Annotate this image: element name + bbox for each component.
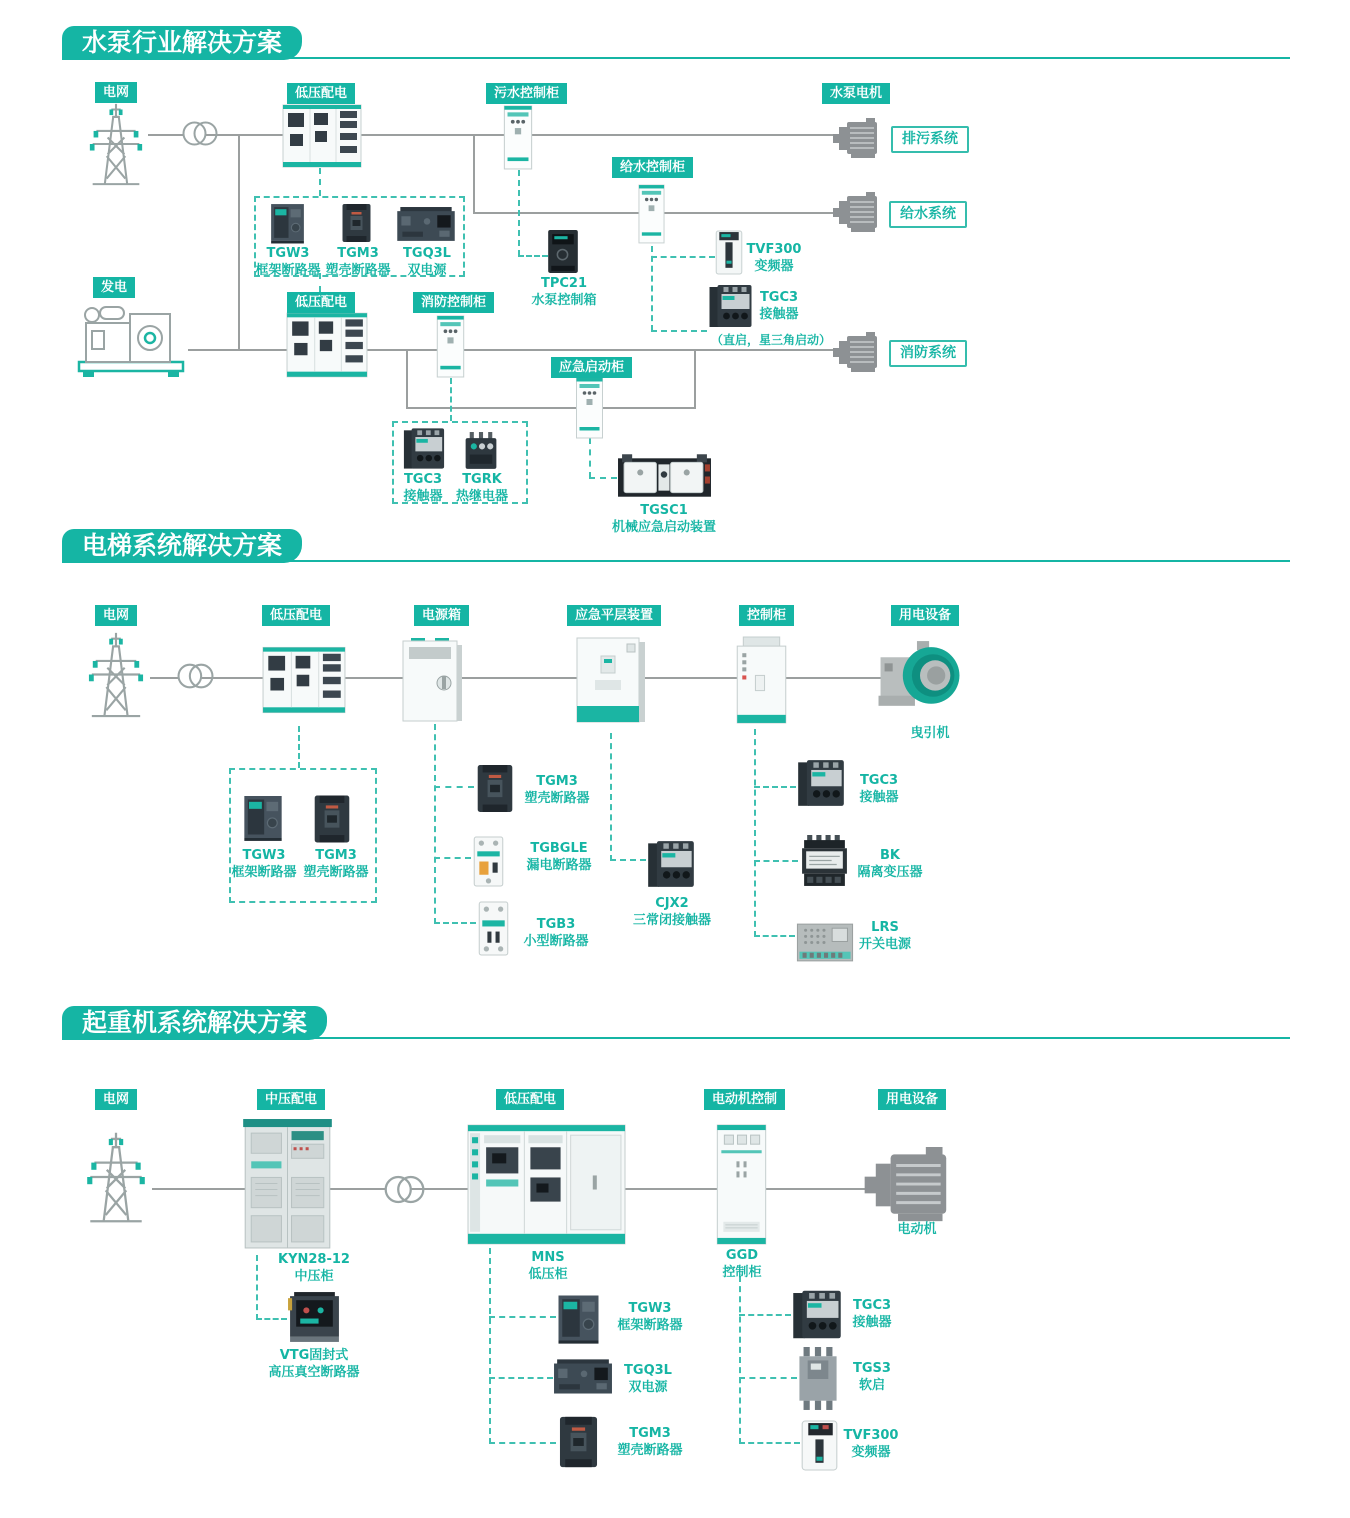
transmission-tower-icon xyxy=(80,1117,152,1237)
dashed-connector xyxy=(450,378,452,421)
cabinet-desc: 中压柜 xyxy=(294,1268,334,1284)
product-desc: 隔离变压器 xyxy=(857,864,923,880)
dashed-connector xyxy=(434,857,471,859)
cabinet-model: KYN28-12 xyxy=(278,1252,350,1267)
section-header-pump: 水泵行业解决方案 xyxy=(62,26,302,60)
system-box-supply: 给水系统 xyxy=(889,201,967,228)
product-desc: 接触器 xyxy=(759,306,799,322)
product-tgq3l-image xyxy=(553,1358,613,1398)
product-model: TGC3 xyxy=(403,472,443,487)
product-label-cjx2 xyxy=(628,896,716,930)
product-model: TGM3 xyxy=(629,1426,671,1441)
product-tgm3-image xyxy=(556,1411,601,1473)
product-label-tgm3 xyxy=(611,1426,689,1460)
dashed-connector xyxy=(610,733,612,861)
node-label-emergency: 应急启动柜 xyxy=(551,357,632,378)
device-caption-traction: 曳引机 xyxy=(910,726,950,741)
emergency-start-cabinet-icon xyxy=(575,377,604,439)
dashed-connector xyxy=(739,1314,791,1316)
product-label-tvf300 xyxy=(744,242,804,276)
product-tgw3-image xyxy=(556,1289,601,1347)
lv-switchgear-icon xyxy=(281,104,363,168)
product-label-tgrk xyxy=(451,472,513,506)
transformer-icon xyxy=(182,120,218,147)
product-label-tvf300 xyxy=(840,1428,902,1462)
dashed-connector xyxy=(256,1318,287,1320)
product-tvf300-image xyxy=(715,229,743,276)
cabinet-desc: 低压柜 xyxy=(528,1266,568,1282)
dashed-connector xyxy=(518,170,520,256)
product-desc: 接触器 xyxy=(859,789,899,805)
product-desc: 开关电源 xyxy=(858,936,911,952)
node-label-lv: 低压配电 xyxy=(496,1089,564,1110)
dashed-connector xyxy=(651,330,707,332)
product-label-tgs3 xyxy=(845,1361,899,1395)
product-desc: 变频器 xyxy=(754,258,794,274)
product-model: LRS xyxy=(871,920,899,935)
product-desc: 变频器 xyxy=(851,1444,891,1460)
product-label-bk xyxy=(854,848,926,882)
product-model: CJX2 xyxy=(655,896,689,911)
product-tgs3-image xyxy=(797,1347,839,1411)
product-model: TGS3 xyxy=(853,1361,891,1376)
dashed-connector xyxy=(489,1377,553,1379)
dashed-connector xyxy=(434,724,436,924)
power-line xyxy=(238,134,240,351)
product-desc: 塑壳断路器 xyxy=(524,790,590,806)
product-desc: 漏电断路器 xyxy=(526,857,592,873)
product-label-tgc3 xyxy=(850,773,908,807)
product-model: TGRK xyxy=(462,472,502,487)
product-model: TGC3 xyxy=(759,290,799,305)
power-line xyxy=(694,349,696,409)
start-mode-note: （直启，星三角启动） xyxy=(711,333,832,347)
generator-icon xyxy=(74,299,190,378)
dashed-connector xyxy=(489,1442,556,1444)
dashed-connector xyxy=(589,477,617,479)
dashed-connector xyxy=(754,935,795,937)
product-model: BK xyxy=(880,848,900,863)
product-label-tgbgle xyxy=(521,841,597,875)
dashed-connector xyxy=(610,859,646,861)
leveling-device-icon xyxy=(575,636,647,724)
dashed-connector xyxy=(298,726,300,768)
product-desc: 热继电器 xyxy=(455,488,508,504)
product-tgc3-image xyxy=(791,1288,843,1341)
motor-icon xyxy=(833,332,883,373)
product-tvf300-image xyxy=(800,1419,839,1472)
product-desc: 双电源 xyxy=(407,262,447,278)
product-desc: 框架断路器 xyxy=(255,262,321,278)
node-label-fire-cabinet: 消防控制柜 xyxy=(413,292,494,313)
product-desc: 双电源 xyxy=(628,1379,668,1395)
dashed-connector xyxy=(651,256,715,258)
node-label-leveling-device: 应急平层装置 xyxy=(567,605,661,626)
product-model: TGW3 xyxy=(242,848,286,863)
dashed-connector xyxy=(754,860,798,862)
sewage-control-cabinet-icon xyxy=(503,105,533,170)
product-label-tgw3 xyxy=(247,246,329,280)
product-tgm3-image xyxy=(339,202,374,244)
product-model: TGC3 xyxy=(859,773,899,788)
product-tgc3-image xyxy=(707,283,754,329)
product-tgb3-image xyxy=(476,900,511,957)
product-model: TGB3 xyxy=(536,917,576,932)
node-label-gen: 发电 xyxy=(93,277,135,298)
node-label-lv: 低压配电 xyxy=(262,605,330,626)
product-label-tgc3 xyxy=(843,1298,901,1332)
product-model: TGW3 xyxy=(266,246,310,261)
product-tgw3-image xyxy=(269,201,306,244)
transmission-tower-icon xyxy=(82,631,150,718)
product-label-tgw3 xyxy=(611,1301,689,1335)
product-tgw3-image xyxy=(242,787,284,847)
dashed-connector xyxy=(256,1255,258,1320)
product-desc: 接触器 xyxy=(852,1314,892,1330)
section-header-crane: 起重机系统解决方案 xyxy=(62,1006,327,1040)
section-header-elevator: 电梯系统解决方案 xyxy=(62,529,302,563)
product-label-tgq3l xyxy=(615,1363,681,1397)
product-desc: 塑壳断路器 xyxy=(325,262,391,278)
product-tgrk-image xyxy=(461,431,501,472)
product-label-tgsc1 xyxy=(598,503,730,537)
product-model: TGM3 xyxy=(536,774,578,789)
node-label-water: 给水控制柜 xyxy=(612,157,693,178)
dashed-connector xyxy=(739,1442,800,1444)
dashed-connector xyxy=(739,1276,741,1444)
transformer-icon xyxy=(384,1174,425,1205)
water-control-cabinet-icon xyxy=(638,182,665,246)
product-label-tgm3 xyxy=(300,848,372,882)
dashed-connector xyxy=(434,786,474,788)
transmission-tower-icon xyxy=(82,102,150,186)
dashed-connector xyxy=(489,1248,491,1444)
dashed-connector xyxy=(739,1377,797,1379)
cabinet-caption-kyn xyxy=(274,1252,354,1286)
product-model: TGQ3L xyxy=(403,246,451,261)
product-label-lrs xyxy=(856,920,914,954)
lv-switchgear-icon xyxy=(286,312,368,378)
product-model: TGW3 xyxy=(628,1301,672,1316)
dashed-connector xyxy=(434,922,476,924)
node-label-lv2: 低压配电 xyxy=(287,292,355,313)
product-model: TGM3 xyxy=(315,848,357,863)
product-label-tgc3 xyxy=(396,472,450,506)
node-label-power-box: 电源箱 xyxy=(414,605,469,626)
product-label-tgw3 xyxy=(228,848,300,882)
node-label-control-cabinet: 控制柜 xyxy=(739,605,794,626)
product-label-vtg xyxy=(258,1348,370,1382)
product-desc: 水泵控制箱 xyxy=(531,292,597,308)
product-desc: 小型断路器 xyxy=(523,933,589,949)
dashed-connector xyxy=(319,168,321,196)
product-model: TGC3 xyxy=(852,1298,892,1313)
product-desc: 塑壳断路器 xyxy=(617,1442,683,1458)
product-tgbgle-image xyxy=(471,835,506,888)
device-caption-motor: 电动机 xyxy=(897,1222,937,1237)
product-tgq3l-image xyxy=(396,206,456,245)
motor-icon xyxy=(833,118,883,159)
cabinet-caption-ggd xyxy=(716,1248,768,1282)
node-label-sewage: 污水控制柜 xyxy=(486,83,567,104)
node-label-grid: 电网 xyxy=(95,1089,137,1110)
cabinet-model: MNS xyxy=(531,1250,565,1265)
dashed-connector xyxy=(651,246,653,331)
cabinet-caption-mns xyxy=(517,1250,579,1284)
motor-icon xyxy=(864,1147,958,1223)
product-desc: 软启 xyxy=(858,1377,885,1393)
dashed-connector xyxy=(518,255,548,257)
motor-control-cabinet-icon xyxy=(715,1121,768,1248)
product-desc: 机械应急启动装置 xyxy=(611,519,716,535)
traction-machine-icon xyxy=(878,635,962,721)
power-line xyxy=(406,349,408,409)
product-desc: 接触器 xyxy=(403,488,443,504)
mv-switchgear-icon xyxy=(241,1117,334,1254)
transformer-icon xyxy=(177,662,214,690)
lv-switchgear-icon xyxy=(466,1121,627,1248)
product-desc: 框架断路器 xyxy=(617,1317,683,1333)
node-label-lv1: 低压配电 xyxy=(287,83,355,104)
product-vtg-image xyxy=(286,1290,343,1345)
motor-icon xyxy=(833,192,883,233)
product-tgm3-image xyxy=(311,791,353,847)
product-label-tgm3 xyxy=(322,246,394,280)
product-model: TVF300 xyxy=(746,242,802,257)
dashed-connector xyxy=(589,438,591,478)
product-label-tgm3 xyxy=(521,774,593,808)
node-label-load: 用电设备 xyxy=(891,605,959,626)
product-desc: 高压真空断路器 xyxy=(268,1364,360,1380)
product-cjx2-image xyxy=(646,831,696,897)
cabinet-desc: 控制柜 xyxy=(722,1264,762,1280)
node-label-mv: 中压配电 xyxy=(257,1089,325,1110)
lv-switchgear-icon xyxy=(262,634,346,726)
power-line xyxy=(148,134,835,136)
product-desc: 塑壳断路器 xyxy=(303,864,369,880)
product-tgsc1-image xyxy=(616,452,713,501)
node-label-motor-control: 电动机控制 xyxy=(704,1089,785,1110)
product-label-tpc21 xyxy=(531,276,597,310)
product-tpc21-image xyxy=(546,228,580,275)
power-line xyxy=(473,134,475,214)
product-tgc3-image xyxy=(402,426,446,471)
dashed-connector xyxy=(754,786,796,788)
product-label-tgc3 xyxy=(753,290,805,324)
node-label-pump-motor: 水泵电机 xyxy=(822,83,890,104)
product-label-tgq3l xyxy=(392,246,462,280)
fire-control-cabinet-icon xyxy=(436,315,465,378)
power-box-icon xyxy=(401,636,463,724)
control-cabinet-icon xyxy=(735,635,788,729)
node-label-grid: 电网 xyxy=(95,82,137,103)
product-desc: 三常闭接触器 xyxy=(632,912,711,928)
product-model: TVF300 xyxy=(843,1428,899,1443)
product-lrs-image xyxy=(795,918,855,967)
system-box-fire: 消防系统 xyxy=(889,340,967,367)
cabinet-model: GGD xyxy=(725,1248,759,1263)
product-model: TGBGLE xyxy=(530,841,588,856)
product-model: TGSC1 xyxy=(640,503,688,518)
product-model: TPC21 xyxy=(540,276,588,291)
product-model: VTG固封式 xyxy=(279,1348,349,1363)
node-label-grid: 电网 xyxy=(95,605,137,626)
product-desc: 框架断路器 xyxy=(231,864,297,880)
product-bk-image xyxy=(798,835,851,889)
product-tgm3-image xyxy=(474,761,516,816)
product-label-tgb3 xyxy=(519,917,593,951)
product-model: TGM3 xyxy=(337,246,379,261)
node-label-load: 用电设备 xyxy=(878,1089,946,1110)
dashed-connector xyxy=(754,729,756,937)
product-tgc3-image xyxy=(796,758,846,808)
product-model: TGQ3L xyxy=(624,1363,672,1378)
dashed-connector xyxy=(489,1316,556,1318)
system-box-drain: 排污系统 xyxy=(891,126,969,153)
